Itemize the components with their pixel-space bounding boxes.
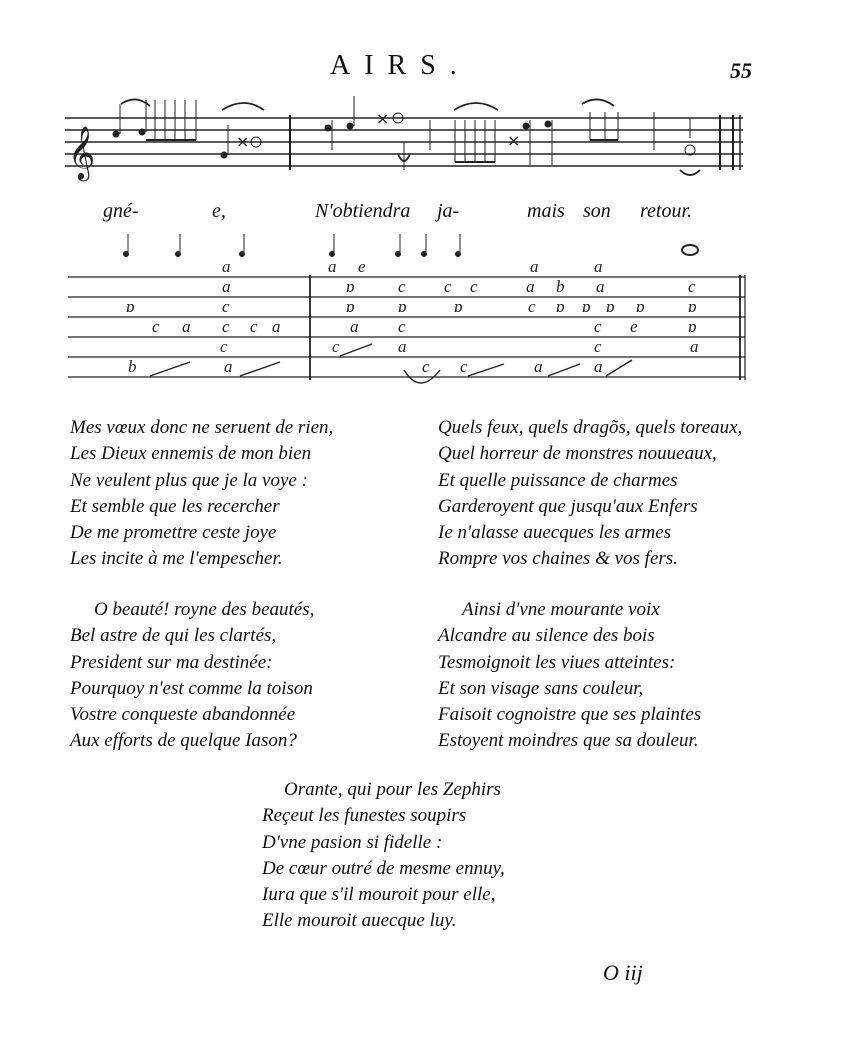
lyric-syllable: e,: [212, 200, 226, 222]
verse-line: Quels feux, quels dragõs, quels toreaux,: [438, 417, 743, 438]
verse-line: Pourquoy n'est comme la toison: [70, 677, 313, 699]
lyric-syllable: N'obtiendra: [315, 200, 411, 222]
tab-letter: ɒ: [556, 297, 565, 316]
signature-mark: O iij: [603, 960, 643, 985]
stanza: [438, 597, 701, 755]
tab-letter: ɒ: [346, 297, 355, 316]
tab-letter: c: [470, 277, 478, 296]
verse-line: Reçeut les funestes soupirs: [262, 805, 467, 827]
verse-line: Et semble que les recercher: [70, 495, 280, 517]
running-title: AIRS.: [330, 50, 471, 81]
tab-letter: a: [690, 337, 699, 356]
tab-letter: a: [596, 277, 605, 296]
stanza: [70, 597, 314, 755]
lyric-syllable: gné-: [103, 200, 139, 222]
ties: [121, 99, 700, 175]
staff-notes: [113, 96, 695, 170]
tab-letter: c: [422, 357, 430, 376]
tab-letter: a: [594, 257, 603, 276]
verse-line: Garderoyent que jusqu'aux Enfers: [438, 495, 698, 517]
verse-line: Iura que s'il mouroit pour elle,: [262, 884, 496, 906]
verse-line: Bel astre de qui les clartés,: [70, 625, 277, 647]
tab-letter: ɒ: [688, 317, 697, 336]
lyric-syllable: retour.: [640, 200, 693, 222]
tab-letter: a: [594, 357, 603, 376]
tab-letter: ɒ: [688, 297, 697, 316]
svg-text:×: ×: [236, 132, 250, 151]
tab-letter: c: [444, 277, 452, 296]
svg-text:×: ×: [376, 109, 390, 128]
tab-letter: c: [250, 317, 258, 336]
lyric-syllable: son: [583, 200, 611, 222]
tab-letter: c: [222, 297, 230, 316]
verse-line: Mes vœux donc ne seruent de rien,: [70, 417, 334, 438]
verse-line: D'vne pasion si fidelle :: [262, 831, 443, 853]
verse-line: President sur ma destinée:: [70, 651, 273, 673]
verse-line: Et quelle puissance de charmes: [438, 469, 678, 491]
tab-letter: c: [152, 317, 160, 336]
tab-letter: a: [272, 317, 281, 336]
tab-letter: e: [358, 257, 366, 276]
tab-letter: b: [556, 277, 565, 296]
tab-letter: ɒ: [454, 297, 463, 316]
tab-letter: a: [222, 277, 231, 296]
verse-line: Et son visage sans couleur,: [438, 677, 644, 699]
tab-letter: e: [630, 317, 638, 336]
tab-letter: a: [328, 257, 337, 276]
tab-letter: a: [398, 337, 407, 356]
tab-letter: c: [220, 337, 228, 356]
tab-letter: ɒ: [126, 297, 135, 316]
tab-letter: c: [688, 277, 696, 296]
tab-letter: c: [332, 337, 340, 356]
treble-clef-icon: 𝄞: [68, 125, 96, 179]
tablature-staff: [68, 275, 745, 380]
verse-line: De cœur outré de mesme ennuy,: [262, 857, 505, 879]
verse-line: Ne veulent plus que je la voye :: [70, 469, 308, 491]
verse-line: Rompre vos chaines & vos fers.: [438, 548, 678, 570]
verse-line: Quel horreur de monstres nouueaux,: [438, 443, 717, 465]
tab-letter: a: [534, 357, 543, 376]
stanza: [70, 415, 333, 573]
verse-line: Les incite à me l'empescher.: [70, 548, 283, 570]
verse-line: Tesmoignoit les viues atteintes:: [438, 651, 676, 673]
verse-line: Estoyent moindres que sa douleur.: [438, 730, 699, 752]
stanza: [438, 415, 742, 573]
verse-line: O beauté! royne des beautés,: [94, 599, 315, 620]
tab-letter: c: [460, 357, 468, 376]
verse-line: Vostre conqueste abandonnée: [70, 704, 296, 726]
verse-line: Faisoit cognoistre que ses plaintes: [438, 704, 702, 726]
tab-letter: b: [128, 357, 137, 376]
tab-letter: ɒ: [346, 277, 355, 296]
tab-letter: a: [530, 257, 539, 276]
tab-letter: c: [594, 337, 602, 356]
lyric-syllable: mais: [527, 200, 565, 222]
tab-letter: a: [350, 317, 359, 336]
tab-letter: a: [526, 277, 535, 296]
verse-line: Elle mouroit auecque luy.: [262, 910, 457, 932]
verse-line: Les Dieux ennemis de mon bien: [70, 443, 312, 465]
verse-line: Aux efforts de quelque Iason?: [70, 730, 297, 752]
tab-letter: c: [398, 277, 406, 296]
verse-line: Ainsi d'vne mourante voix: [462, 599, 660, 620]
verse-line: Orante, qui pour les Zephirs: [284, 779, 501, 800]
svg-text:×: ×: [507, 131, 521, 150]
tab-letter: a: [224, 357, 233, 376]
tab-letter: ɒ: [606, 297, 615, 316]
tab-letter: c: [528, 297, 536, 316]
tab-letter: c: [222, 317, 230, 336]
page-number: 55: [730, 58, 752, 83]
tab-letter: ɒ: [636, 297, 645, 316]
tab-letter: a: [182, 317, 191, 336]
verse-line: Alcandre au silence des bois: [438, 625, 655, 647]
tab-letter: a: [222, 257, 231, 276]
stanza: [262, 777, 505, 935]
verse-line: Ie n'alasse auecques les armes: [438, 522, 672, 544]
tab-letter: ɒ: [582, 297, 591, 316]
tab-letter: c: [398, 317, 406, 336]
tab-letter: c: [594, 317, 602, 336]
verse-line: De me promettre ceste joye: [70, 522, 277, 544]
rhythm-signs: [124, 234, 699, 257]
tab-letter: ɒ: [398, 297, 407, 316]
lyric-syllable: ja-: [437, 200, 460, 222]
